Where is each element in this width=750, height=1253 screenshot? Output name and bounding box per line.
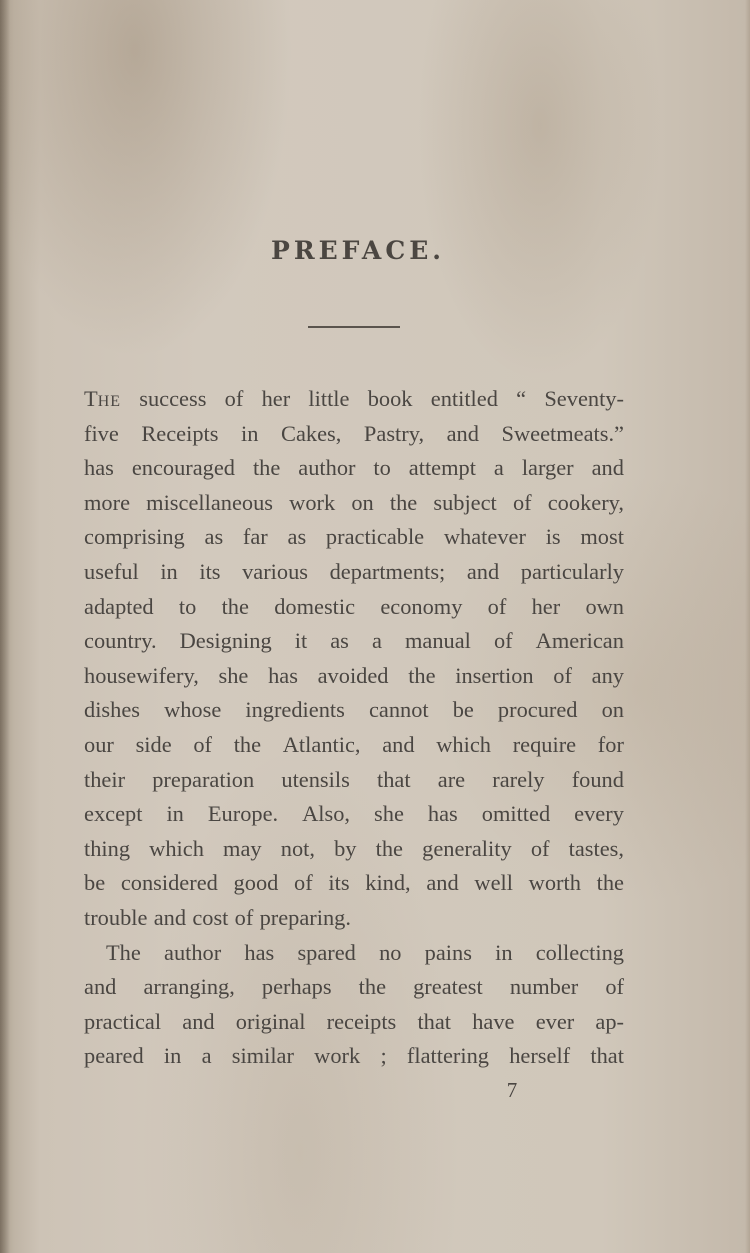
text-word: preparing. <box>259 904 351 930</box>
text-word: be <box>84 870 106 896</box>
text-word: the <box>233 731 262 757</box>
text-word: insertion <box>455 662 534 688</box>
text-word: its <box>328 870 350 896</box>
text-word: her <box>261 386 291 411</box>
text-word: cost <box>192 904 229 930</box>
text-word: flattering <box>406 1043 489 1069</box>
text-word: collecting <box>535 939 624 965</box>
text-word: Atlantic, <box>282 731 361 757</box>
text-word: as <box>287 524 307 550</box>
text-word: rarely <box>492 766 545 792</box>
text-word: not, <box>280 835 315 861</box>
text-line <box>84 382 624 417</box>
text-word: whatever <box>443 524 526 550</box>
text-word: and <box>591 455 624 481</box>
text-word: of <box>224 386 244 411</box>
text-word: Designing <box>179 628 272 654</box>
text-word: of <box>193 731 212 757</box>
text-word: subject <box>433 489 497 515</box>
text-word: in <box>495 939 513 965</box>
text-word: has <box>84 455 114 481</box>
text-word: avoided <box>317 662 389 688</box>
text-line <box>84 763 624 798</box>
text-line <box>84 1005 624 1040</box>
text-word: spared <box>297 939 356 965</box>
text-line <box>84 624 624 659</box>
text-word: by <box>334 835 357 861</box>
text-word: the <box>389 489 418 515</box>
text-word: well <box>474 870 513 896</box>
text-word: our <box>84 731 114 757</box>
text-word: far <box>242 524 268 550</box>
text-word: a <box>201 1043 212 1069</box>
text-word: comprising <box>84 524 185 550</box>
text-word: their <box>84 766 126 792</box>
text-line <box>84 417 624 452</box>
text-word: except <box>84 801 143 827</box>
preface-body <box>84 382 624 1074</box>
text-line <box>84 866 624 901</box>
page-number: 7 <box>506 1078 518 1102</box>
text-word: success <box>139 386 207 411</box>
text-word: thing <box>84 835 131 861</box>
text-word: most <box>580 524 624 550</box>
text-word: in <box>160 558 178 584</box>
text-word: and <box>84 974 117 1000</box>
text-word: country. <box>84 628 157 654</box>
text-word: five <box>84 420 119 446</box>
text-word: Receipts <box>141 420 219 446</box>
text-line <box>84 832 624 867</box>
text-line <box>84 797 624 832</box>
text-word: are <box>437 766 466 792</box>
text-word: may <box>223 835 262 861</box>
text-line <box>84 970 624 1005</box>
text-word: to <box>178 593 197 619</box>
text-word: and <box>382 731 415 757</box>
text-word: peared <box>84 1043 144 1069</box>
text-word: cannot <box>368 697 429 723</box>
text-word: no <box>379 939 402 965</box>
page-title: PREFACE. <box>271 236 445 265</box>
text-word: the <box>408 662 436 688</box>
text-word: good <box>233 870 279 896</box>
text-word: she <box>218 662 249 688</box>
text-word: ever <box>535 1008 575 1034</box>
text-word: The <box>106 939 141 965</box>
text-word: of <box>553 662 572 688</box>
text-word: whose <box>164 697 222 723</box>
text-line <box>84 555 624 590</box>
text-line <box>84 520 624 555</box>
text-word: the <box>252 455 281 481</box>
text-word: THE <box>84 386 122 411</box>
text-word: attempt <box>408 455 476 481</box>
text-word: on <box>351 489 374 515</box>
text-word: for <box>597 731 624 757</box>
text-word: dishes <box>84 697 140 723</box>
text-word: greatest <box>413 974 483 1000</box>
text-word: has <box>427 801 458 827</box>
text-word: in <box>241 420 259 446</box>
text-word: side <box>135 731 172 757</box>
text-word: she <box>374 801 404 827</box>
text-word: book <box>367 386 413 411</box>
text-word: own <box>585 593 624 619</box>
text-word: domestic <box>274 593 356 619</box>
text-word: the <box>596 870 624 896</box>
text-word: found <box>571 766 624 792</box>
text-word: is <box>545 524 561 550</box>
text-word: its <box>199 558 221 584</box>
text-word: to <box>373 455 391 481</box>
text-word: entitled <box>430 386 498 411</box>
text-word: little <box>308 386 350 411</box>
text-word: of <box>487 593 507 619</box>
text-word: “ <box>516 386 527 411</box>
text-word: number <box>509 974 579 1000</box>
text-word: of <box>530 835 550 861</box>
text-word: on <box>601 697 624 723</box>
text-word: and <box>426 870 459 896</box>
text-word: cookery, <box>547 489 624 515</box>
text-word: a <box>493 455 504 481</box>
text-word: work <box>289 489 336 515</box>
text-word: be <box>452 697 474 723</box>
text-word: require <box>512 731 577 757</box>
text-word: various <box>242 558 309 584</box>
text-word: Cakes, <box>281 420 342 446</box>
text-word: omitted <box>481 801 551 827</box>
text-line <box>84 936 624 971</box>
text-word: procured <box>497 697 578 723</box>
text-word: arranging, <box>143 974 235 1000</box>
text-word: any <box>591 662 624 688</box>
text-line <box>84 1039 624 1074</box>
text-line <box>84 901 624 936</box>
text-word: utensils <box>281 766 350 792</box>
text-word: in <box>166 801 184 827</box>
text-word: and <box>466 558 500 584</box>
text-word: in <box>163 1043 182 1069</box>
text-word: considered <box>120 870 218 896</box>
text-word: has <box>244 939 275 965</box>
text-word: departments; <box>329 558 446 584</box>
text-word: work <box>314 1043 361 1069</box>
text-line <box>84 659 624 694</box>
text-word: adapted <box>84 593 154 619</box>
text-word: author <box>298 455 356 481</box>
text-word: the <box>221 593 249 619</box>
text-word: ; <box>380 1043 387 1069</box>
text-word: perhaps <box>261 974 332 1000</box>
text-word: of <box>294 870 313 896</box>
title-divider <box>308 326 400 328</box>
text-word: pains <box>424 939 472 965</box>
text-word: practicable <box>325 524 425 550</box>
text-line <box>84 590 624 625</box>
text-word: Also, <box>302 801 351 827</box>
text-word: American <box>535 628 624 654</box>
text-word: miscellaneous <box>146 489 274 515</box>
text-word: that <box>590 1043 624 1069</box>
text-word: and <box>182 1008 215 1034</box>
text-word: which <box>149 835 204 861</box>
text-word: larger <box>521 455 574 481</box>
text-word: Pastry, <box>363 420 425 446</box>
text-line <box>84 693 624 728</box>
text-line <box>84 728 624 763</box>
text-word: original <box>235 1008 306 1034</box>
page-binding-shadow <box>0 0 10 1253</box>
text-word: Europe. <box>207 801 279 827</box>
text-word: the <box>375 835 403 861</box>
text-word: trouble <box>84 904 148 930</box>
text-word: has <box>268 662 298 688</box>
text-word: housewifery, <box>84 662 199 688</box>
text-line <box>84 451 624 486</box>
text-word: more <box>84 489 131 515</box>
text-word: manual <box>404 628 471 654</box>
text-word: and <box>446 420 479 446</box>
text-word: a <box>371 628 382 654</box>
text-word: Seventy- <box>544 386 624 411</box>
text-word: of <box>605 974 624 1000</box>
text-word: Sweetmeats.” <box>501 420 624 446</box>
text-word: ap- <box>595 1008 624 1034</box>
text-word: as <box>204 524 224 550</box>
text-word: as <box>330 628 349 654</box>
text-word: her <box>531 593 561 619</box>
text-word: every <box>574 801 624 827</box>
text-word: and <box>153 904 187 930</box>
text-word: author <box>164 939 222 965</box>
text-line <box>84 486 624 521</box>
text-word: receipts <box>326 1008 397 1034</box>
text-word: of <box>234 904 254 930</box>
text-word: which <box>436 731 491 757</box>
text-word: similar <box>231 1043 294 1069</box>
text-word: ingredients <box>245 697 345 723</box>
text-word: herself <box>509 1043 571 1069</box>
text-word: it <box>294 628 308 654</box>
text-word: of <box>493 628 513 654</box>
text-word: have <box>472 1008 515 1034</box>
text-word: the <box>358 974 387 1000</box>
text-word: economy <box>380 593 463 619</box>
text-word: generality <box>422 835 512 861</box>
text-word: particularly <box>520 558 624 584</box>
text-word: of <box>512 489 532 515</box>
text-word: worth <box>528 870 581 896</box>
text-word: preparation <box>152 766 255 792</box>
text-word: that <box>417 1008 452 1034</box>
text-word: tastes, <box>568 835 624 861</box>
text-word: kind, <box>365 870 411 896</box>
text-word: practical <box>84 1008 162 1034</box>
text-word: useful <box>84 558 139 584</box>
text-word: that <box>376 766 411 792</box>
text-word: encouraged <box>131 455 235 481</box>
